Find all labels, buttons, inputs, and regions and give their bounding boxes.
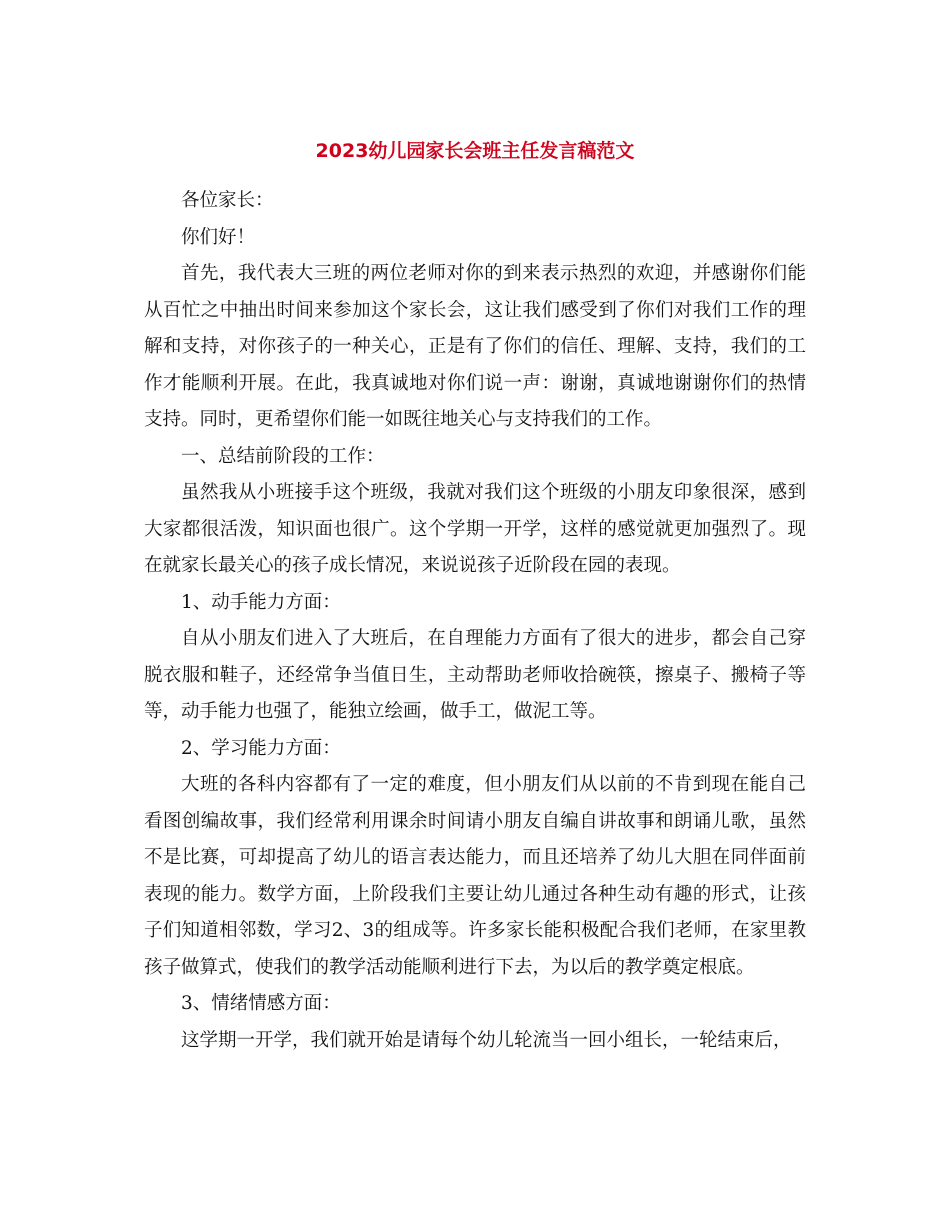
paragraph-hello: 你们好！	[181, 226, 256, 248]
subheading-emotion: 3、情绪情感方面：	[181, 993, 341, 1014]
subheading-hands-on: 1、动手能力方面：	[181, 591, 341, 613]
paragraph-greeting: 各位家长：	[181, 190, 274, 211]
paragraph-hands-on: 自从小朋友们进入了大班后，在自理能力方面有了很大的进步，都会自己穿脱衣服和鞋子，还经常争当值日生，主动帮助老师收拾碗筷，擦桌子、搬椅子等等，动手能力也强了，能独立绘画，做手工，做泥工等。	[144, 628, 806, 722]
paragraph-opening: 首先，我代表大三班的两位老师对你的到来表示热烈的欢迎，并感谢你们能从百忙之中抽出时间来参加这个家长会，这让我们感受到了你们对我们工作的理解和支持，对你孩子的一种关心，正是有了你们的信任、理解、支持，我们的工作才能顺利开展。在此，我真诚地对你们说一声：谢谢，真诚地谢谢你们的热情支持。同时，更希望你们能一如既往地关心与支持我们的工作。	[144, 263, 806, 430]
paragraph-summary: 虽然我从小班接手这个班级，我就对我们这个班级的小朋友印象很深，感到大家都很活泼，知识面也很广。这个学期一开学，这样的感觉就更加强烈了。现在就家长最关心的孩子成长情况，来说说孩子近阶段在园的表现。	[144, 482, 806, 576]
section-heading-summary: 一、总结前阶段的工作：	[181, 445, 385, 467]
paragraph-emotion: 这学期一开学，我们就开始是请每个幼儿轮流当一回小组长，一轮结束后，	[181, 1029, 792, 1051]
subheading-learning: 2、学习能力方面：	[181, 737, 341, 759]
document-body	[144, 170, 806, 1059]
document-title: 2023幼儿园家长会班主任发言稿范文	[315, 140, 635, 162]
paragraph-learning: 大班的各科内容都有了一定的难度，但小朋友们从以前的不肯到现在能自己看图创编故事，我们经常利用课余时间请小朋友自编自讲故事和朗诵儿歌，虽然不是比赛，可却提高了幼儿的语言表达能力，而且还培养了幼儿大胆在同伴面前表现的能力。数学方面，上阶段我们主要让幼儿通过各种生动有趣的形式，让孩子们知道相邻数，学习2、3的组成等。许多家长能积极配合我们老师，在家里教孩子做算式，使我们的教学活动能顺利进行下去，为以后的教学奠定根底。	[144, 774, 806, 978]
